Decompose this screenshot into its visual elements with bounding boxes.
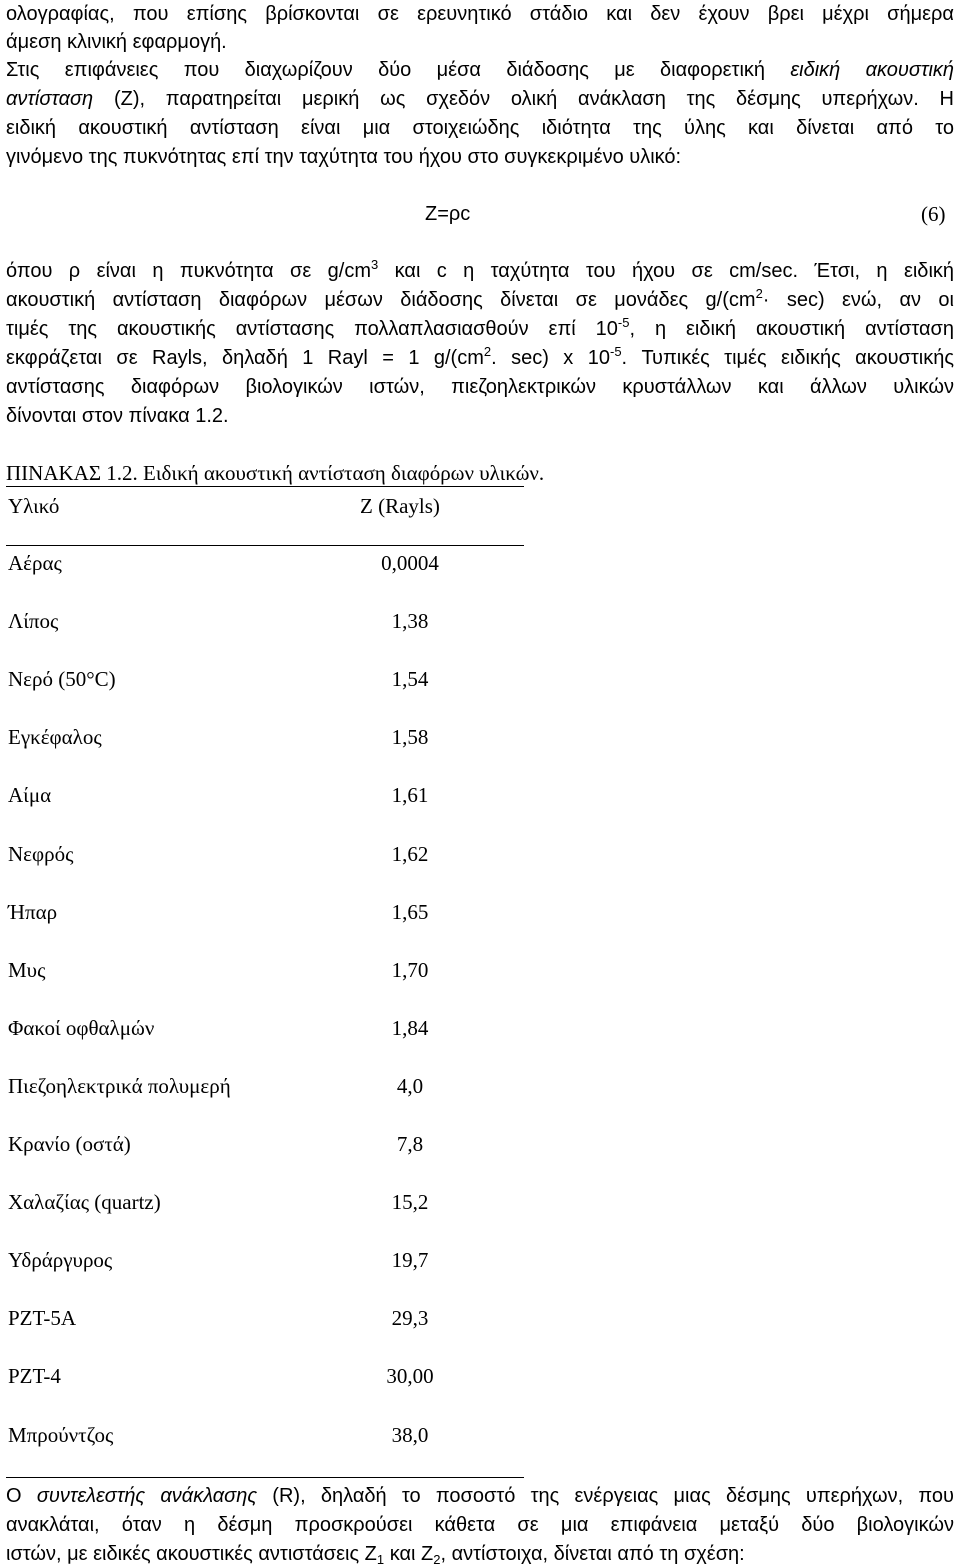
para1-line-4: γινόμενο της πυκνότητας επί την ταχύτητα του ήχου στο συγκεκριμένο υλικό: xyxy=(6,146,682,168)
para2-line-2: ακουστική αντίσταση διαφόρων μέσων διάδοσης δίνεται σε μονάδες $g/(cm^2\cdot \sec)$ ενώ, αν οι xyxy=(6,286,954,311)
table-bottom-rule xyxy=(6,1477,524,1478)
impedance-value: 1,38 xyxy=(391,609,429,633)
impedance-value: 0,0004 xyxy=(381,551,439,575)
intro-line-2: άμεση κλινική εφαρμογή. xyxy=(6,31,227,53)
equation-number: (6) xyxy=(921,202,946,226)
table-top-rule xyxy=(6,486,524,487)
material-name: Υδράργυρος xyxy=(8,1248,113,1272)
material-name: Μπρούντζος xyxy=(8,1423,114,1447)
material-name: Μυς xyxy=(8,958,46,982)
material-name: Πιεζοηλεκτρικά πολυμερή xyxy=(8,1074,231,1098)
impedance-value: 19,7 xyxy=(391,1248,429,1272)
material-name: Νεφρός xyxy=(8,842,74,866)
material-name: Κρανίο (οστά) xyxy=(8,1132,131,1156)
table-caption-text: Ειδική ακουστική αντίσταση διαφόρων υλικών. xyxy=(137,461,545,485)
material-name: Λίπος xyxy=(8,609,59,633)
material-name: Νερό (50°C) xyxy=(8,667,116,691)
para2-line-4: εκφράζεται σε Rayls, δηλαδή 1 Rayl = 1 $g/(cm^2$. sec) x $10^{-5}$. Τυπικές τιμές ειδικής ακουστικής xyxy=(6,344,954,369)
impedance-value: 30,00 xyxy=(386,1364,434,1388)
term-specific-acoustic-impedance: ειδική ακουστική xyxy=(790,59,954,81)
para3-line-3: ιστών, με ειδικές ακουστικές αντιστάσεις $Z_1$ και $Z_2$, αντίστοιχα, δίνεται από τη σχέση: xyxy=(6,1543,745,1567)
impedance-value: 15,2 xyxy=(391,1190,429,1214)
table-header-material: Υλικό xyxy=(8,494,60,518)
impedance-value: 1,65 xyxy=(391,900,429,924)
material-name: PZT-5A xyxy=(8,1306,77,1330)
material-name: Αίμα xyxy=(8,783,52,807)
equation-formula: Z=ρc xyxy=(425,203,471,225)
table-caption xyxy=(6,461,544,485)
material-name: PZT-4 xyxy=(8,1364,61,1388)
impedance-value: 1,54 xyxy=(391,667,429,691)
term-reflection-coefficient: συντελεστής ανάκλασης xyxy=(36,1485,258,1507)
impedance-value: 1,61 xyxy=(391,783,429,807)
impedance-value: 29,3 xyxy=(391,1306,429,1330)
para3-line-2: ανακλάται, όταν η δέσμη προσκρούσει κάθετα σε μια επιφάνεια μεταξύ δύο βιολογικών xyxy=(6,1514,954,1536)
impedance-value: 1,70 xyxy=(391,958,429,982)
intro-line-1: ολογραφίας, που επίσης βρίσκονται σε ερευνητικό στάδιο και δεν έχουν βρει μέχρι σήμερα xyxy=(6,3,954,25)
para1-line-3: ειδική ακουστική αντίσταση είναι μια στοιχειώδης ιδιότητα της ύλης και δίνεται από το xyxy=(6,117,954,139)
para1-line-2: αντίσταση (Z), παρατηρείται μερική ως σχεδόν ολική ανάκλαση της δέσμης υπερήχων. Η xyxy=(6,88,954,110)
term-impedance: αντίσταση xyxy=(6,88,94,110)
impedance-value: 1,84 xyxy=(391,1016,429,1040)
para2-line-1: όπου ρ είναι η πυκνότητα σε $g/cm^3$ και c η ταχύτητα του ήχου σε cm/sec. Έτσι, η ειδική xyxy=(6,257,955,282)
impedance-value: 4,0 xyxy=(396,1074,424,1098)
table-header-z: Z (Rayls) xyxy=(360,494,440,518)
material-name: Εγκέφαλος xyxy=(8,725,102,749)
impedance-value: 1,58 xyxy=(391,725,429,749)
para2-line-5: αντίστασης διαφόρων βιολογικών ιστών, πιεζοηλεκτρικών κρυστάλλων και άλλων υλικών xyxy=(6,376,954,398)
para2-line-6: δίνονται στον πίνακα 1.2. xyxy=(6,405,229,427)
material-name: Φακοί οφθαλμών xyxy=(8,1016,155,1040)
para1-line-1: Στις επιφάνειες που διαχωρίζουν δύο μέσα διάδοσης με διαφορετική ειδική ακουστική xyxy=(6,59,954,81)
table-caption-label: ΠΙΝΑΚΑΣ 1.2. xyxy=(6,461,138,485)
material-name: Αέρας xyxy=(8,551,62,575)
impedance-value: 1,62 xyxy=(391,842,429,866)
material-name: Χαλαζίας (quartz) xyxy=(8,1190,161,1214)
impedance-value: 7,8 xyxy=(396,1132,424,1156)
para3-line-1: Ο συντελεστής ανάκλασης (R), δηλαδή το ποσοστό της ενέργειας μιας δέσμης υπερήχων, που xyxy=(6,1485,954,1507)
table-header-rule xyxy=(6,545,524,546)
impedance-value: 38,0 xyxy=(391,1423,429,1447)
material-name: Ήπαρ xyxy=(8,900,58,924)
para2-line-3: τιμές της ακουστικής αντίστασης πολλαπλασιασθούν επί $10^{-5}$, η ειδική ακουστική αντίσταση xyxy=(6,315,954,340)
